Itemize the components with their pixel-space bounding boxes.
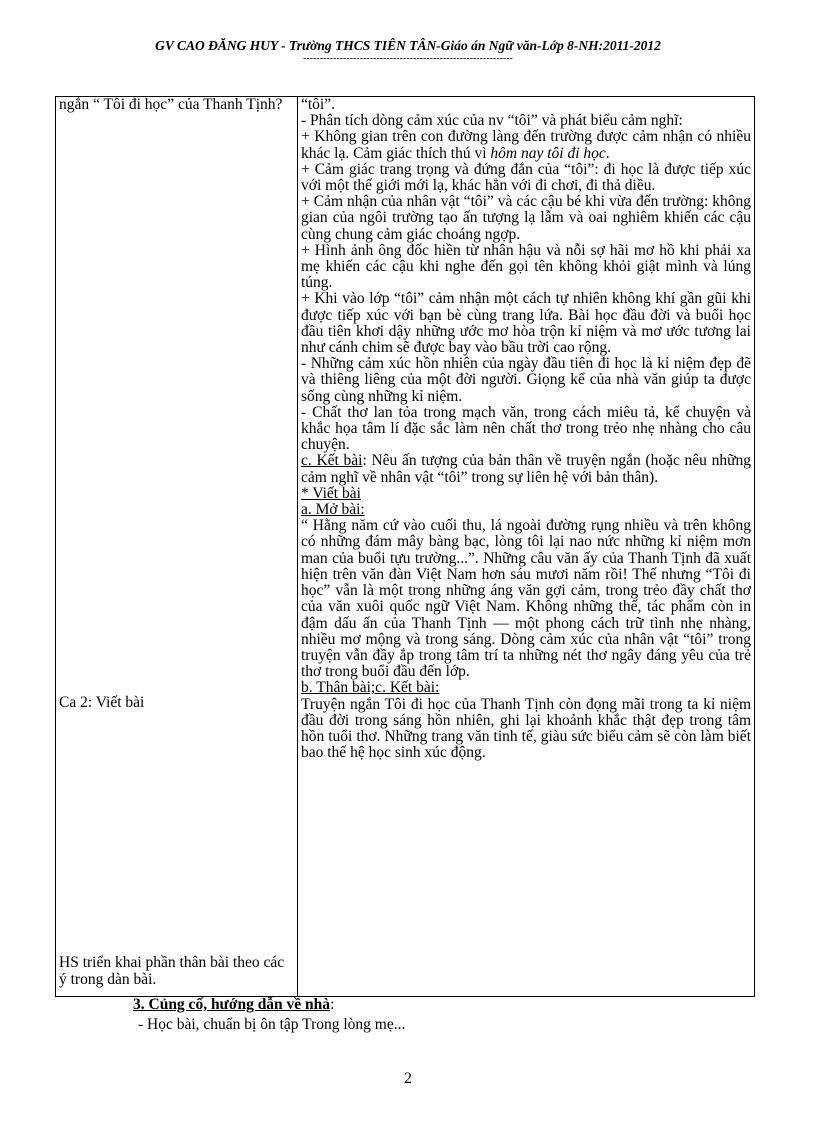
header-divider: --------------------------------------------------------------- — [303, 53, 513, 64]
paragraph: + Cảm nhận của nhân vật “tôi” và các cậu bé khi vừa đến trường: không gian của ngôi trường tạo ấn tượng lạ lẫm và oai nghiêm khiến các cậu cùng chung cảm giác choáng ngợp. — [301, 193, 751, 243]
paragraph: + Khi vào lớp “tôi” cảm nhận một cách tự nhiên không khí gần gũi khi được tiếp xúc với bạn bè cùng trang lứa. Bài học đầu đời và buổi học đầu tiên khơi dậy những ước mơ hòa trộn kỉ niệm và mơ ước tương lai như cánh chim sẽ được bay vào bầu trời cao rộng. — [301, 290, 751, 357]
mo-bai-heading: a. Mở bài: — [301, 501, 365, 519]
paragraph: “ Hằng năm cứ vào cuối thu, lá ngoài đường rụng nhiều và trên không có những đám mây bàng bạc, lòng tôi lại nao nức những kỉ niệm mơn man của buổi tựu trường...”. Những câu văn ấy của Thanh Tịnh đã xuất hiện trên văn đàn Việt Nam hơn sáu mươi năm rồi! Thế nhưng “Tôi đi học” vẫn là một trong những áng văn gợi cảm, trong trẻo đầy chất thơ của văn xuôi quốc ngữ Việt Nam. Không những thế, tác phẩm còn in đậm dấu ấn của Thanh Tịnh — một phong cách trữ tình nhẹ nhàng, nhiều mơ mộng và trong sáng. Dòng cảm xúc của nhân vật “tôi” trong truyện vẫn đầy ắp trong tâm trí ta những nét thơ ngây đáng yêu của trẻ thơ trong buổi đầu đến lớp. — [301, 517, 751, 681]
ca2-label: Ca 2: Viết bài — [59, 694, 145, 712]
left-bottom-text: HS triển khai phần thân bài theo các ý trong dàn bài. — [59, 954, 285, 988]
left-spacer — [59, 113, 294, 695]
section-colon: : — [330, 996, 335, 1013]
left-column-cell — [56, 97, 298, 997]
paragraph: + Hình ảnh ông đốc hiền từ nhân hậu và nỗi sợ hãi mơ hồ khi phải xa mẹ khiến các cậu khi nghe đến gọi tên không khỏi giật mình và lúng túng. — [301, 241, 751, 292]
right-column-cell — [298, 97, 755, 997]
page-header: GV CAO ĐĂNG HUY - Trường THCS TIÊN TÂN-Giáo án Ngữ văn-Lớp 8-NH:2011-2012 — [155, 38, 661, 53]
lesson-table — [55, 96, 755, 997]
paragraph: - Chất thơ lan tỏa trong mạch văn, trong cách miêu tả, kể chuyện và khắc họa tâm lí đặc sắc làm nên chất thơ trong trẻo nhẹ nhàng cho câu chuyện. — [301, 403, 751, 454]
left-spacer-2 — [59, 711, 294, 955]
section-title-text: 3. Củng cố, hướng dẫn về nhà — [133, 996, 331, 1013]
text-span: : Nêu ấn tượng của bản thân về truyện ngắn (hoặc nêu những cảm nghĩ về nhân vật “tôi” trong sự liên hệ với bản thân). — [301, 452, 751, 486]
paragraph: + Cảm giác trang trọng và đứng đắn của “tôi”: đi học là được tiếp xúc với một thế giới mới lạ, khác hẳn với đi chơi, đi thả diều. — [301, 160, 751, 195]
paragraph: “tôi”. — [301, 96, 335, 113]
text-span: . — [605, 144, 610, 162]
paragraph: - Những cảm xúc hồn nhiên của ngày đầu tiên đi học là kỉ niệm đẹp đẽ và thiêng liêng của một đời người. Giọng kể của nhà văn giúp ta được sống cùng những kỉ niệm. — [301, 355, 751, 405]
section-title — [133, 996, 334, 1014]
ket-bai-label: c. Kết bài — [301, 452, 363, 470]
paragraph: Truyện ngắn Tôi đi học của Thanh Tịnh còn đọng mãi trong ta kỉ niệm đầu đời trong sáng hồn nhiên, ghi lại khoảnh khắc thật đẹp trong tâm hồn tuổi thơ. Những trang văn tinh tế, giàu sức biểu cảm sẽ còn làm biết bao thế hệ học sinh xúc động. — [301, 695, 751, 762]
paragraph — [301, 453, 751, 485]
viet-bai-heading: * Viết bài — [301, 484, 361, 502]
page-number: 2 — [404, 1070, 412, 1087]
text-span: + Không gian trên con đường làng đến trường được cảm nhận có nhiều khác lạ. Cảm giác thích thú vì — [301, 128, 751, 162]
paragraph — [301, 129, 751, 161]
italic-text: hôm nay tôi đi học — [490, 144, 606, 162]
than-bai-heading: b. Thân bài;c. Kết bài: — [301, 679, 440, 697]
paragraph: - Phân tích dòng cảm xúc của nv “tôi” và phát biểu cảm nghĩ: — [301, 112, 683, 130]
homework-line: - Học bài, chuẩn bị ôn tập Trong lòng mẹ... — [138, 1016, 406, 1033]
table-row — [56, 97, 755, 997]
left-question-text: ngắn “ Tôi đi học” của Thanh Tịnh? — [59, 96, 283, 113]
